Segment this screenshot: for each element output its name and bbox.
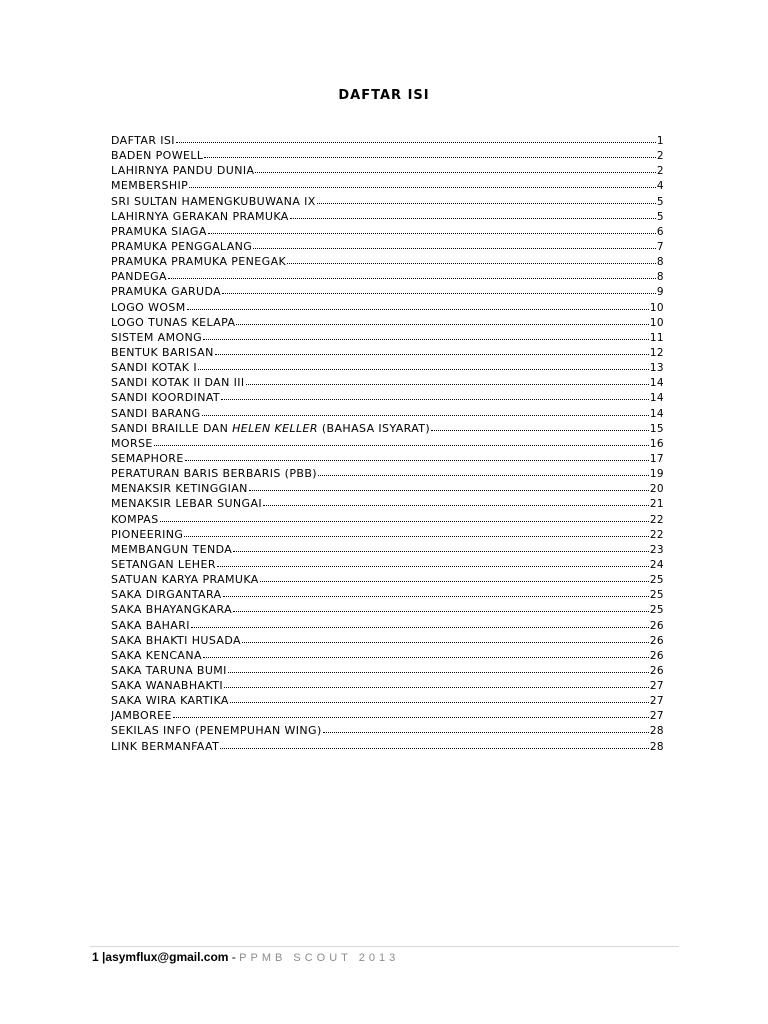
toc-entry-page-number: 11 [649,331,664,344]
toc-entry-page-number: 27 [649,695,664,708]
toc-dot-leader [222,284,656,295]
toc-entry[interactable] [111,739,664,754]
toc-entry-title [111,572,259,587]
toc-dot-leader [208,224,656,235]
toc-entry-page-number: 13 [649,362,664,375]
toc-entry-page-number: 26 [649,664,664,677]
toc-entry[interactable] [111,178,664,193]
toc-dot-leader [249,481,649,492]
page-title: DAFTAR ISI [338,88,430,103]
toc-entry[interactable] [111,133,664,148]
toc-entry-title [111,739,219,754]
toc-entry-title-text: MENAKSIR KETINGGIAN [111,482,248,496]
toc-entry-page-number: 17 [649,452,664,465]
toc-entry-page-number: 25 [649,574,664,587]
toc-dot-leader [431,421,649,432]
toc-dot-leader [154,436,649,447]
toc-entry[interactable] [111,209,664,224]
toc-entry-page-number: 8 [656,256,664,269]
toc-entry[interactable] [111,254,664,269]
toc-entry-page-number: 28 [649,740,664,753]
toc-entry-page-number: 26 [649,619,664,632]
toc-entry-page-number: 5 [656,210,664,223]
toc-entry-page-number: 7 [656,240,664,253]
toc-dot-leader [221,390,649,401]
toc-entry[interactable] [111,300,664,315]
toc-entry[interactable] [111,708,664,723]
toc-entry-title-text: SAKA WANABHAKTI [111,679,223,693]
toc-entry-title-text: LAHIRNYA PANDU DUNIA [111,164,255,178]
toc-entry-page-number: 14 [649,392,664,405]
footer-divider [90,946,679,947]
toc-dot-leader [187,300,649,311]
toc-entry-title [111,315,235,330]
toc-entry-title-text: MEMBERSHIP [111,179,189,193]
toc-entry-title [111,163,254,178]
toc-entry-title [111,148,203,163]
toc-entry-title [111,284,221,299]
toc-entry-title [111,345,214,360]
toc-entry-title [111,618,190,633]
toc-entry[interactable] [111,496,664,511]
toc-dot-leader [217,557,649,568]
footer-separator: | [98,950,106,964]
page-footer [92,950,399,964]
toc-entry-title [111,406,201,421]
toc-entry-page-number: 8 [656,271,664,284]
toc-dot-leader [160,512,649,523]
toc-entry-title-text: PANDEGA [111,270,167,284]
toc-dot-leader [223,587,649,598]
toc-entry-page-number: 23 [649,543,664,556]
toc-entry-page-number: 5 [656,195,664,208]
toc-entry-title-text: SRI SULTAN HAMENGKUBUWANA IX [111,194,316,208]
toc-entry-title [111,648,202,663]
toc-entry[interactable] [111,481,664,496]
toc-entry[interactable] [111,315,664,330]
toc-entry[interactable] [111,390,664,405]
table-of-contents [111,133,664,754]
toc-entry[interactable] [111,633,664,648]
toc-entry[interactable] [111,542,664,557]
toc-entry[interactable] [111,663,664,678]
toc-entry-page-number: 20 [649,483,664,496]
toc-entry-title-text: LOGO WOSM [111,300,186,314]
toc-entry[interactable] [111,330,664,345]
toc-entry-title-text: JAMBOREE [111,709,172,723]
toc-entry-title-text: KOMPAS [111,512,159,526]
toc-entry-title-text: DAFTAR ISI [111,134,175,147]
toc-entry-title-text: PRAMUKA PRAMUKA PENEGAK [111,255,287,269]
toc-entry[interactable] [111,375,664,390]
toc-dot-leader [233,602,649,613]
toc-entry[interactable] [111,163,664,178]
toc-entry-title [111,693,229,708]
toc-entry-title-text: SANDI BARANG [111,406,201,420]
toc-entry-page-number: 12 [649,346,664,359]
toc-entry-page-number: 10 [649,316,664,329]
toc-entry[interactable] [111,269,664,284]
toc-entry-title-text: BADEN POWELL [111,149,204,163]
toc-entry-title [111,209,289,224]
toc-dot-leader [246,375,649,386]
toc-entry-title-text: PERATURAN BARIS BERBARIS (PBB) [111,467,317,481]
toc-entry-title-text: SISTEM AMONG [111,330,203,344]
toc-entry-page-number: 28 [649,725,664,738]
toc-entry-title-text: MORSE [111,436,153,450]
toc-entry-title [111,723,322,738]
footer-brand: PPMB SCOUT 2013 [239,952,400,964]
toc-entry-title [111,254,286,269]
toc-entry-title-text: SANDI BRAILLE DAN [111,421,233,435]
toc-entry-title [111,194,316,209]
toc-dot-leader [189,178,656,189]
toc-entry-title-text: SANDI KOORDINAT [111,391,221,405]
toc-entry-page-number: 10 [649,301,664,314]
toc-dot-leader [253,239,656,250]
toc-entry-title [111,708,172,723]
toc-entry[interactable] [111,224,664,239]
toc-entry[interactable] [111,194,664,209]
toc-dot-leader [203,648,649,659]
toc-dot-leader [255,163,656,174]
toc-entry-title [111,678,223,693]
toc-entry-title-text: SEKILAS INFO (PENEMPUHAN WING) [111,724,322,738]
toc-entry-title-suffix: (BAHASA ISYARAT) [317,421,431,435]
toc-entry[interactable] [111,148,664,163]
toc-entry-title-text: SAKA BHAYANGKARA [111,603,233,617]
toc-entry-page-number: 26 [649,649,664,662]
toc-dot-leader [318,466,649,477]
toc-dot-leader [168,269,656,280]
toc-entry[interactable] [111,284,664,299]
toc-entry-page-number: 25 [649,604,664,617]
toc-entry[interactable] [111,572,664,587]
toc-entry-title-text: SETANGAN LEHER [111,557,216,571]
toc-dot-leader [203,330,649,341]
toc-entry[interactable] [111,466,664,481]
toc-dot-leader [228,663,649,674]
toc-entry-title-text: PRAMUKA PENGGALANG [111,239,253,253]
toc-entry-page-number: 21 [649,498,664,511]
toc-entry-page-number: 9 [656,286,664,299]
toc-entry-page-number: 15 [649,422,664,435]
toc-entry-title-text: SAKA KENCANA [111,648,202,662]
toc-entry[interactable] [111,557,664,572]
toc-entry-title-text: LOGO TUNAS KELAPA [111,315,236,329]
toc-entry-page-number: 4 [656,180,664,193]
toc-entry-title [111,133,175,148]
toc-dot-leader [191,618,649,629]
toc-entry[interactable] [111,723,664,738]
toc-entry-page-number: 24 [649,558,664,571]
toc-entry-title-text: SANDI KOTAK I [111,361,197,375]
toc-entry-page-number: 2 [656,165,664,178]
toc-entry-title-italic: HELEN KELLER [232,421,318,435]
toc-entry[interactable] [111,648,664,663]
toc-entry-title [111,330,202,345]
toc-entry-title-text: SAKA DIRGANTARA [111,588,222,602]
toc-entry-page-number: 2 [656,150,664,163]
toc-entry-page-number: 27 [649,710,664,723]
toc-dot-leader [290,209,656,220]
toc-entry-title [111,602,232,617]
toc-entry-title-text: PRAMUKA GARUDA [111,285,222,299]
toc-entry[interactable] [111,587,664,602]
toc-dot-leader [215,345,649,356]
toc-entry-title [111,633,241,648]
toc-entry-title [111,496,262,511]
toc-dot-leader [263,496,649,507]
toc-entry[interactable] [111,421,664,436]
toc-dot-leader [224,678,649,689]
toc-entry-title [111,421,430,436]
toc-entry-title-text: LAHIRNYA GERAKAN PRAMUKA [111,209,289,223]
toc-entry[interactable] [111,618,664,633]
toc-entry-title [111,527,183,542]
toc-entry-page-number: 1 [656,135,664,147]
toc-entry-title [111,512,159,527]
toc-dot-leader [230,693,649,704]
toc-entry[interactable] [111,602,664,617]
toc-entry-title [111,587,222,602]
toc-entry[interactable] [111,451,664,466]
toc-entry-title [111,224,207,239]
footer-email: asymflux@gmail.com [105,950,229,964]
toc-dot-leader [204,148,656,159]
footer-page-number: 1 [92,950,99,964]
toc-entry-title [111,481,248,496]
toc-dot-leader [198,360,649,371]
toc-entry-title-text: LINK BERMANFAAT [111,739,220,753]
toc-entry[interactable] [111,360,664,375]
toc-entry-page-number: 22 [649,513,664,526]
toc-dot-leader [317,194,656,205]
toc-entry-title [111,239,252,254]
toc-entry-title-text: SAKA BAHARI [111,618,190,632]
toc-dot-leader [184,527,649,538]
footer-dash: - [228,950,240,964]
toc-entry-title [111,178,188,193]
toc-entry-title [111,451,184,466]
toc-dot-leader [260,572,649,583]
toc-entry-title-text: SEMAPHORE [111,451,184,465]
toc-entry-title [111,557,216,572]
toc-dot-leader [185,451,649,462]
toc-entry-title [111,542,232,557]
toc-dot-leader [236,315,648,326]
toc-entry-page-number: 6 [656,225,664,238]
toc-entry[interactable] [111,512,664,527]
toc-entry-page-number: 14 [649,407,664,420]
toc-dot-leader [220,739,649,750]
toc-entry-page-number: 14 [649,377,664,390]
toc-entry-page-number: 19 [649,468,664,481]
toc-entry-title [111,663,227,678]
toc-entry-title-text: SAKA WIRA KARTIKA [111,694,229,708]
toc-entry-title [111,360,197,375]
toc-entry-title-text: SAKA BHAKTI HUSADA [111,633,241,647]
toc-entry-title [111,375,245,390]
toc-entry[interactable] [111,436,664,451]
toc-entry-page-number: 26 [649,634,664,647]
toc-entry[interactable] [111,345,664,360]
toc-entry[interactable] [111,678,664,693]
toc-entry-title [111,436,153,451]
toc-entry[interactable] [111,239,664,254]
toc-entry[interactable] [111,406,664,421]
toc-dot-leader [323,723,649,734]
toc-entry-title-text: PRAMUKA SIAGA [111,224,207,238]
toc-dot-leader [173,708,649,719]
toc-entry-page-number: 16 [649,437,664,450]
toc-dot-leader [202,406,649,417]
toc-entry-title [111,300,186,315]
toc-dot-leader [287,254,656,265]
toc-entry-title-text: MENAKSIR LEBAR SUNGAI [111,497,263,511]
toc-entry-title-text: SANDI KOTAK II DAN III [111,376,245,390]
toc-entry-title-text: BENTUK BARISAN [111,345,214,359]
toc-entry-title-text: SAKA TARUNA BUMI [111,663,227,677]
toc-dot-leader [176,133,656,144]
toc-entry-title [111,466,317,481]
toc-entry-page-number: 22 [649,528,664,541]
toc-entry-title [111,390,220,405]
toc-entry-page-number: 25 [649,589,664,602]
toc-entry-title [111,269,167,284]
toc-entry-page-number: 27 [649,680,664,693]
toc-entry[interactable] [111,693,664,708]
toc-entry[interactable] [111,527,664,542]
toc-entry-title-text: SATUAN KARYA PRAMUKA [111,573,259,587]
toc-dot-leader [233,542,649,553]
toc-entry-title-text: MEMBANGUN TENDA [111,542,233,556]
toc-dot-leader [242,633,649,644]
toc-entry-title-text: PIONEERING [111,527,184,541]
